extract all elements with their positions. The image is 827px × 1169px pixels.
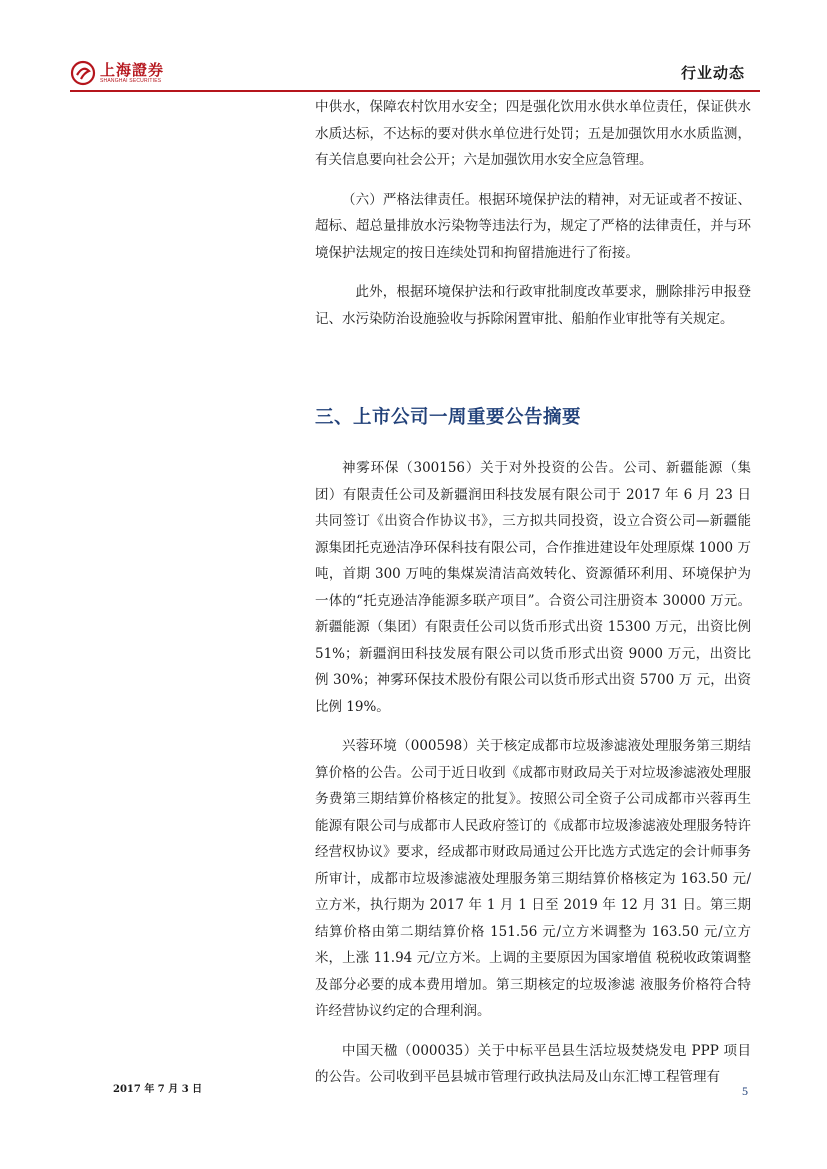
announcement-paragraph: 神雾环保（300156）关于对外投资的公告。公司、新疆能源（集团）有限责任公司及新疆润田科技发展有限公司于 2017 年 6 月 23 日共同签订《出资合作协议书》，三方拟共同投资，设立合资公司—新疆能源集团托克逊洁净环保科技有限公司，合作推进建设年处理原煤 1000 万吨，首期 300 万吨的集煤炭清洁高效转化、资源循环利用、环境保护为一体的“托克逊洁净能源多联产项目”。合资公司注册资本 30000 万元。新疆能源（集团）有限责任公司以货币形式出资 15300 万元，出资比例 51%；新疆润田科技发展有限公司以货币形式出资 9000 万元，出资比例 30%；神雾环保技术股份有限公司以货币形式出资 5700 万 元，出资比例 19%。: [315, 460, 751, 715]
footer-date: 2017 年 7 月 3 日: [113, 1084, 203, 1095]
announcement-paragraph: 兴蓉环境（000598）关于核定成都市垃圾渗滤液处理服务第三期结算价格的公告。公司于近日收到《成都市财政局关于对垃圾渗滤液处理服务费第三期结算价格核定的批复》。按照公司全资子公司成都市兴蓉再生能源有限公司与成都市人民政府签订的《成都市垃圾渗滤液处理服务特许 经营权协议》要求，经成都市财政局通过公开比选方式选定的会计师事务所审计，成都市垃圾渗滤液处理服务第三期结算价格核定为 163.50 元/立方米，执行期为 2017 年 1 月 1 日至 2019 年 12 月 31 日。第三期结算价格由第二期结算价格 151.56 元/立方米调整为 163.50 元/立方米，上涨 11.94 元/立方米。上调的主要原因为国家增值 税税收政策调整及部分必要的成本费用增加。第三期核定的垃圾渗滤 液服务价格符合特许经营协议约定的合理利润。: [315, 738, 751, 1019]
announcements-block: [315, 455, 751, 1091]
header-divider: [70, 90, 760, 92]
page-number: 5: [742, 1084, 748, 1098]
paragraph: （六）严格法律责任。根据环境保护法的精神，对无证或者不按证、超标、超总量排放水污染物等违法行为，规定了严格的法律责任，并与环境保护法规定的按日连续处罚和拘留措施进行了衔接。: [315, 191, 751, 261]
report-type-title: 行业动态: [680, 64, 745, 82]
paragraph: 中供水，保障农村饮用水安全；四是强化饮用水供水单位责任，保证供水水质达标，不达标的要对供水单位进行处罚；五是加强饮用水水质监测，有关信息要向社会公开；六是加强饮用水安全应急管理。: [315, 99, 751, 168]
paragraph: 此外，根据环境保护法和行政审批制度改革要求，删除排污申报登记、水污染防治设施验收与拆除闲置审批、船舶作业审批等有关规定。: [315, 284, 751, 327]
announcement-paragraph: 中国天楹（000035）关于中标平邑县生活垃圾焚烧发电 PPP 项目的公告。公司收到平邑县城市管理行政执法局及山东汇博工程管理有: [315, 1042, 751, 1085]
logo-english-name: SHANGHAI SECURITIES: [100, 77, 162, 84]
logo-icon: [70, 60, 96, 86]
company-logo: [70, 58, 164, 88]
logo-chinese-name: 上海證券: [100, 60, 165, 79]
section-heading: 三、上市公司一周重要公告摘要: [315, 407, 582, 428]
top-text-block: [315, 94, 751, 332]
page-header: [70, 58, 755, 92]
